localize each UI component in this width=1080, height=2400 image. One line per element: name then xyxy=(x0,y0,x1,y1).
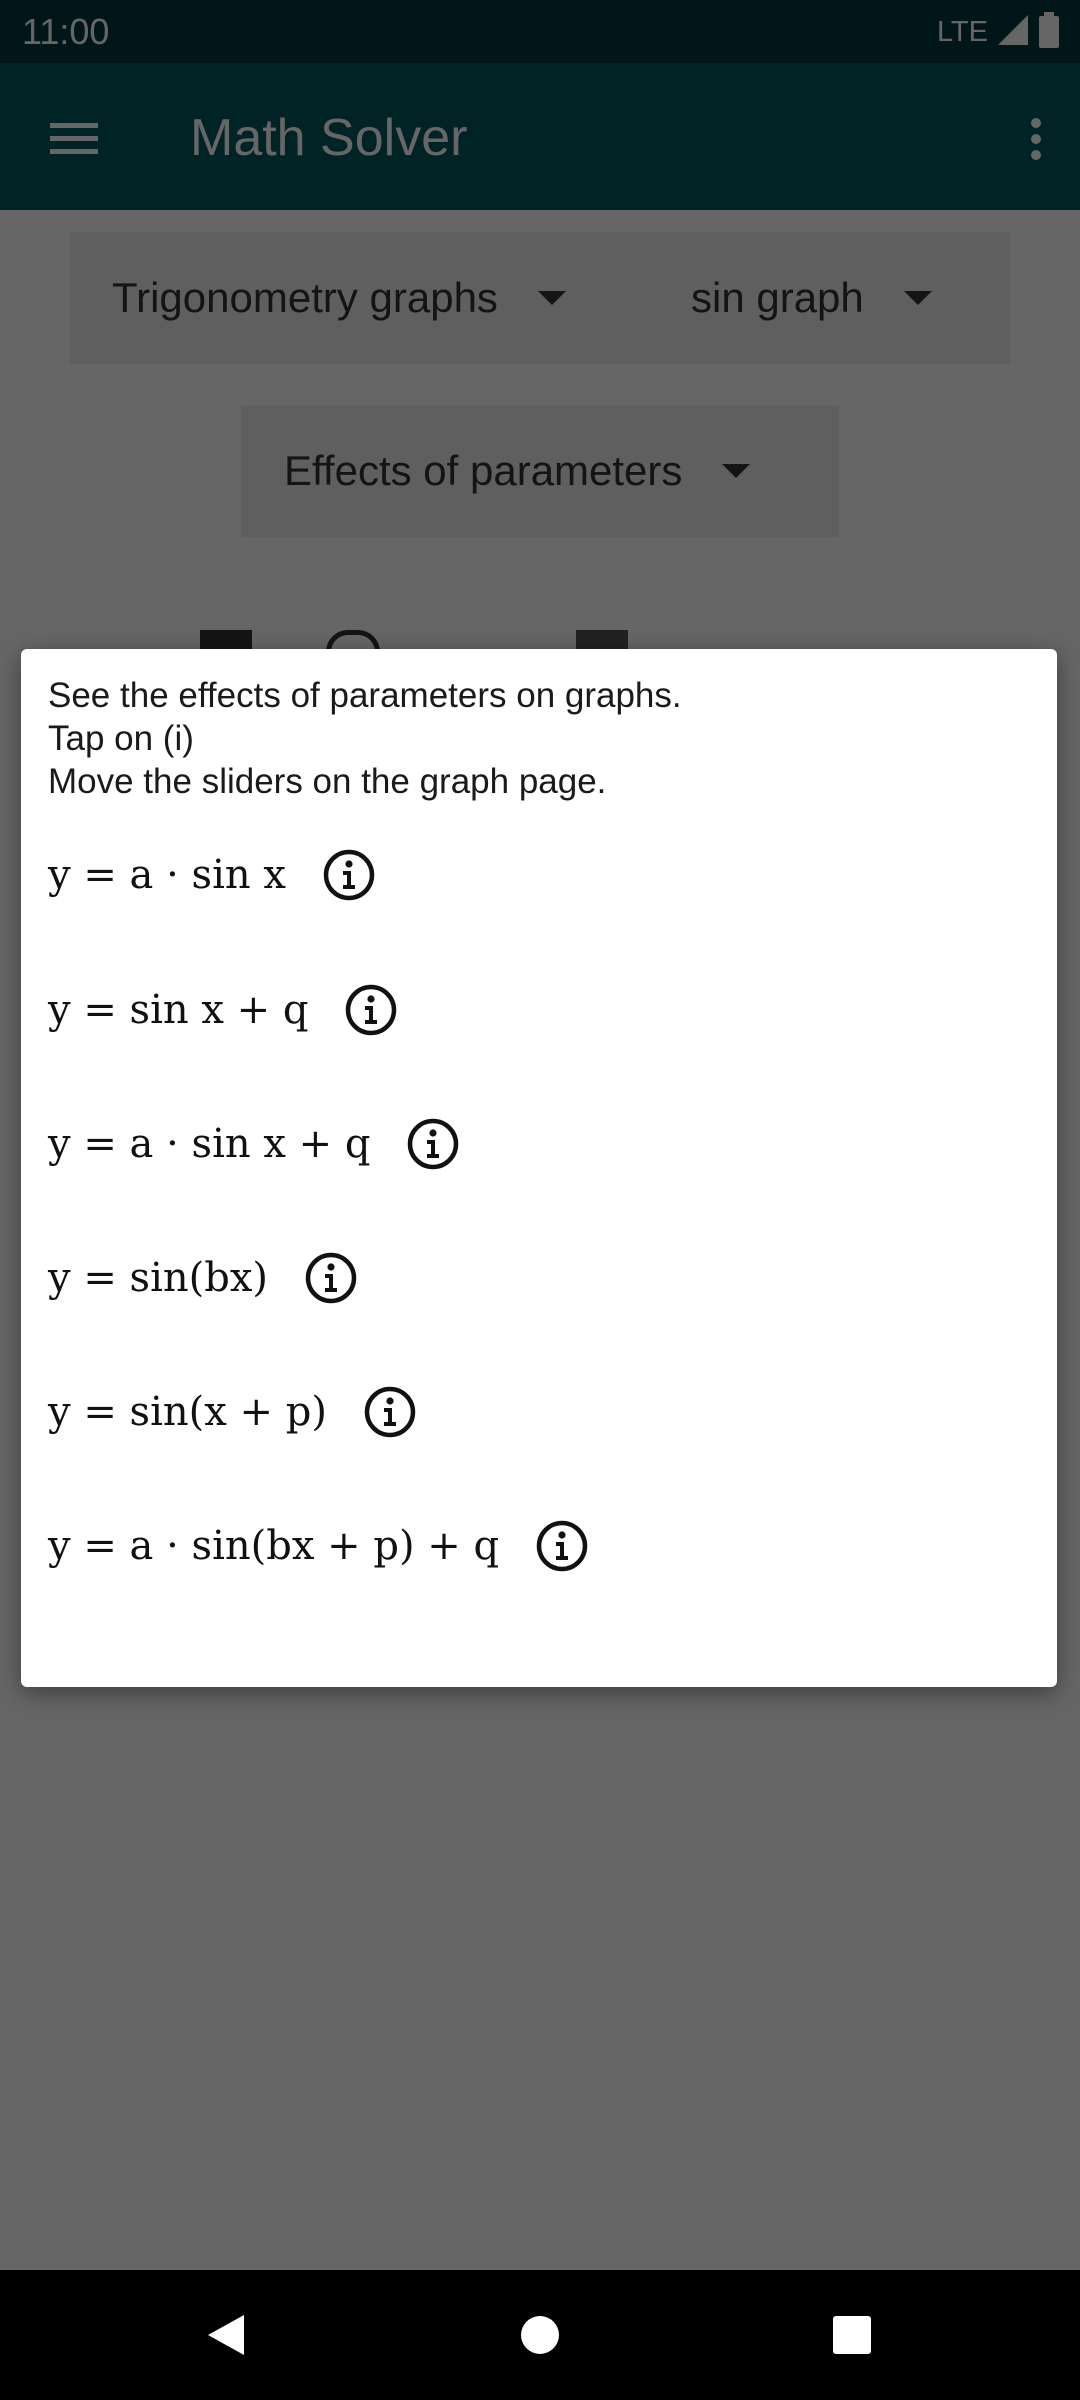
formula-row xyxy=(48,1372,417,1452)
formula: y = a · sin x xyxy=(48,852,286,898)
home-icon[interactable] xyxy=(500,2295,580,2375)
formula: y = sin(x + p) xyxy=(48,1389,327,1435)
dialog-instructions xyxy=(48,674,1028,803)
info-circle-icon[interactable] xyxy=(304,1251,358,1305)
info-circle-icon[interactable] xyxy=(406,1117,460,1171)
info-circle-icon[interactable] xyxy=(344,983,398,1037)
navigation-bar xyxy=(0,2270,1080,2400)
instruction-line: See the effects of parameters on graphs. xyxy=(48,676,682,715)
formula: y = sin x + q xyxy=(48,987,309,1033)
formula-row xyxy=(48,970,398,1050)
formula-row xyxy=(48,835,376,915)
formula: y = a · sin(bx + p) + q xyxy=(48,1523,500,1569)
info-circle-icon[interactable] xyxy=(322,848,376,902)
info-dialog xyxy=(21,649,1057,1687)
formula-row xyxy=(48,1506,589,1586)
info-circle-icon[interactable] xyxy=(535,1519,589,1573)
instruction-line: Move the sliders on the graph page. xyxy=(48,762,607,801)
formula-row xyxy=(48,1104,460,1184)
formula-row xyxy=(48,1238,358,1318)
recents-icon[interactable] xyxy=(812,2295,892,2375)
formula: y = sin(bx) xyxy=(48,1255,268,1301)
back-icon[interactable] xyxy=(186,2295,266,2375)
info-circle-icon[interactable] xyxy=(363,1385,417,1439)
formula: y = a · sin x + q xyxy=(48,1121,371,1167)
instruction-line: Tap on (i) xyxy=(48,719,194,758)
